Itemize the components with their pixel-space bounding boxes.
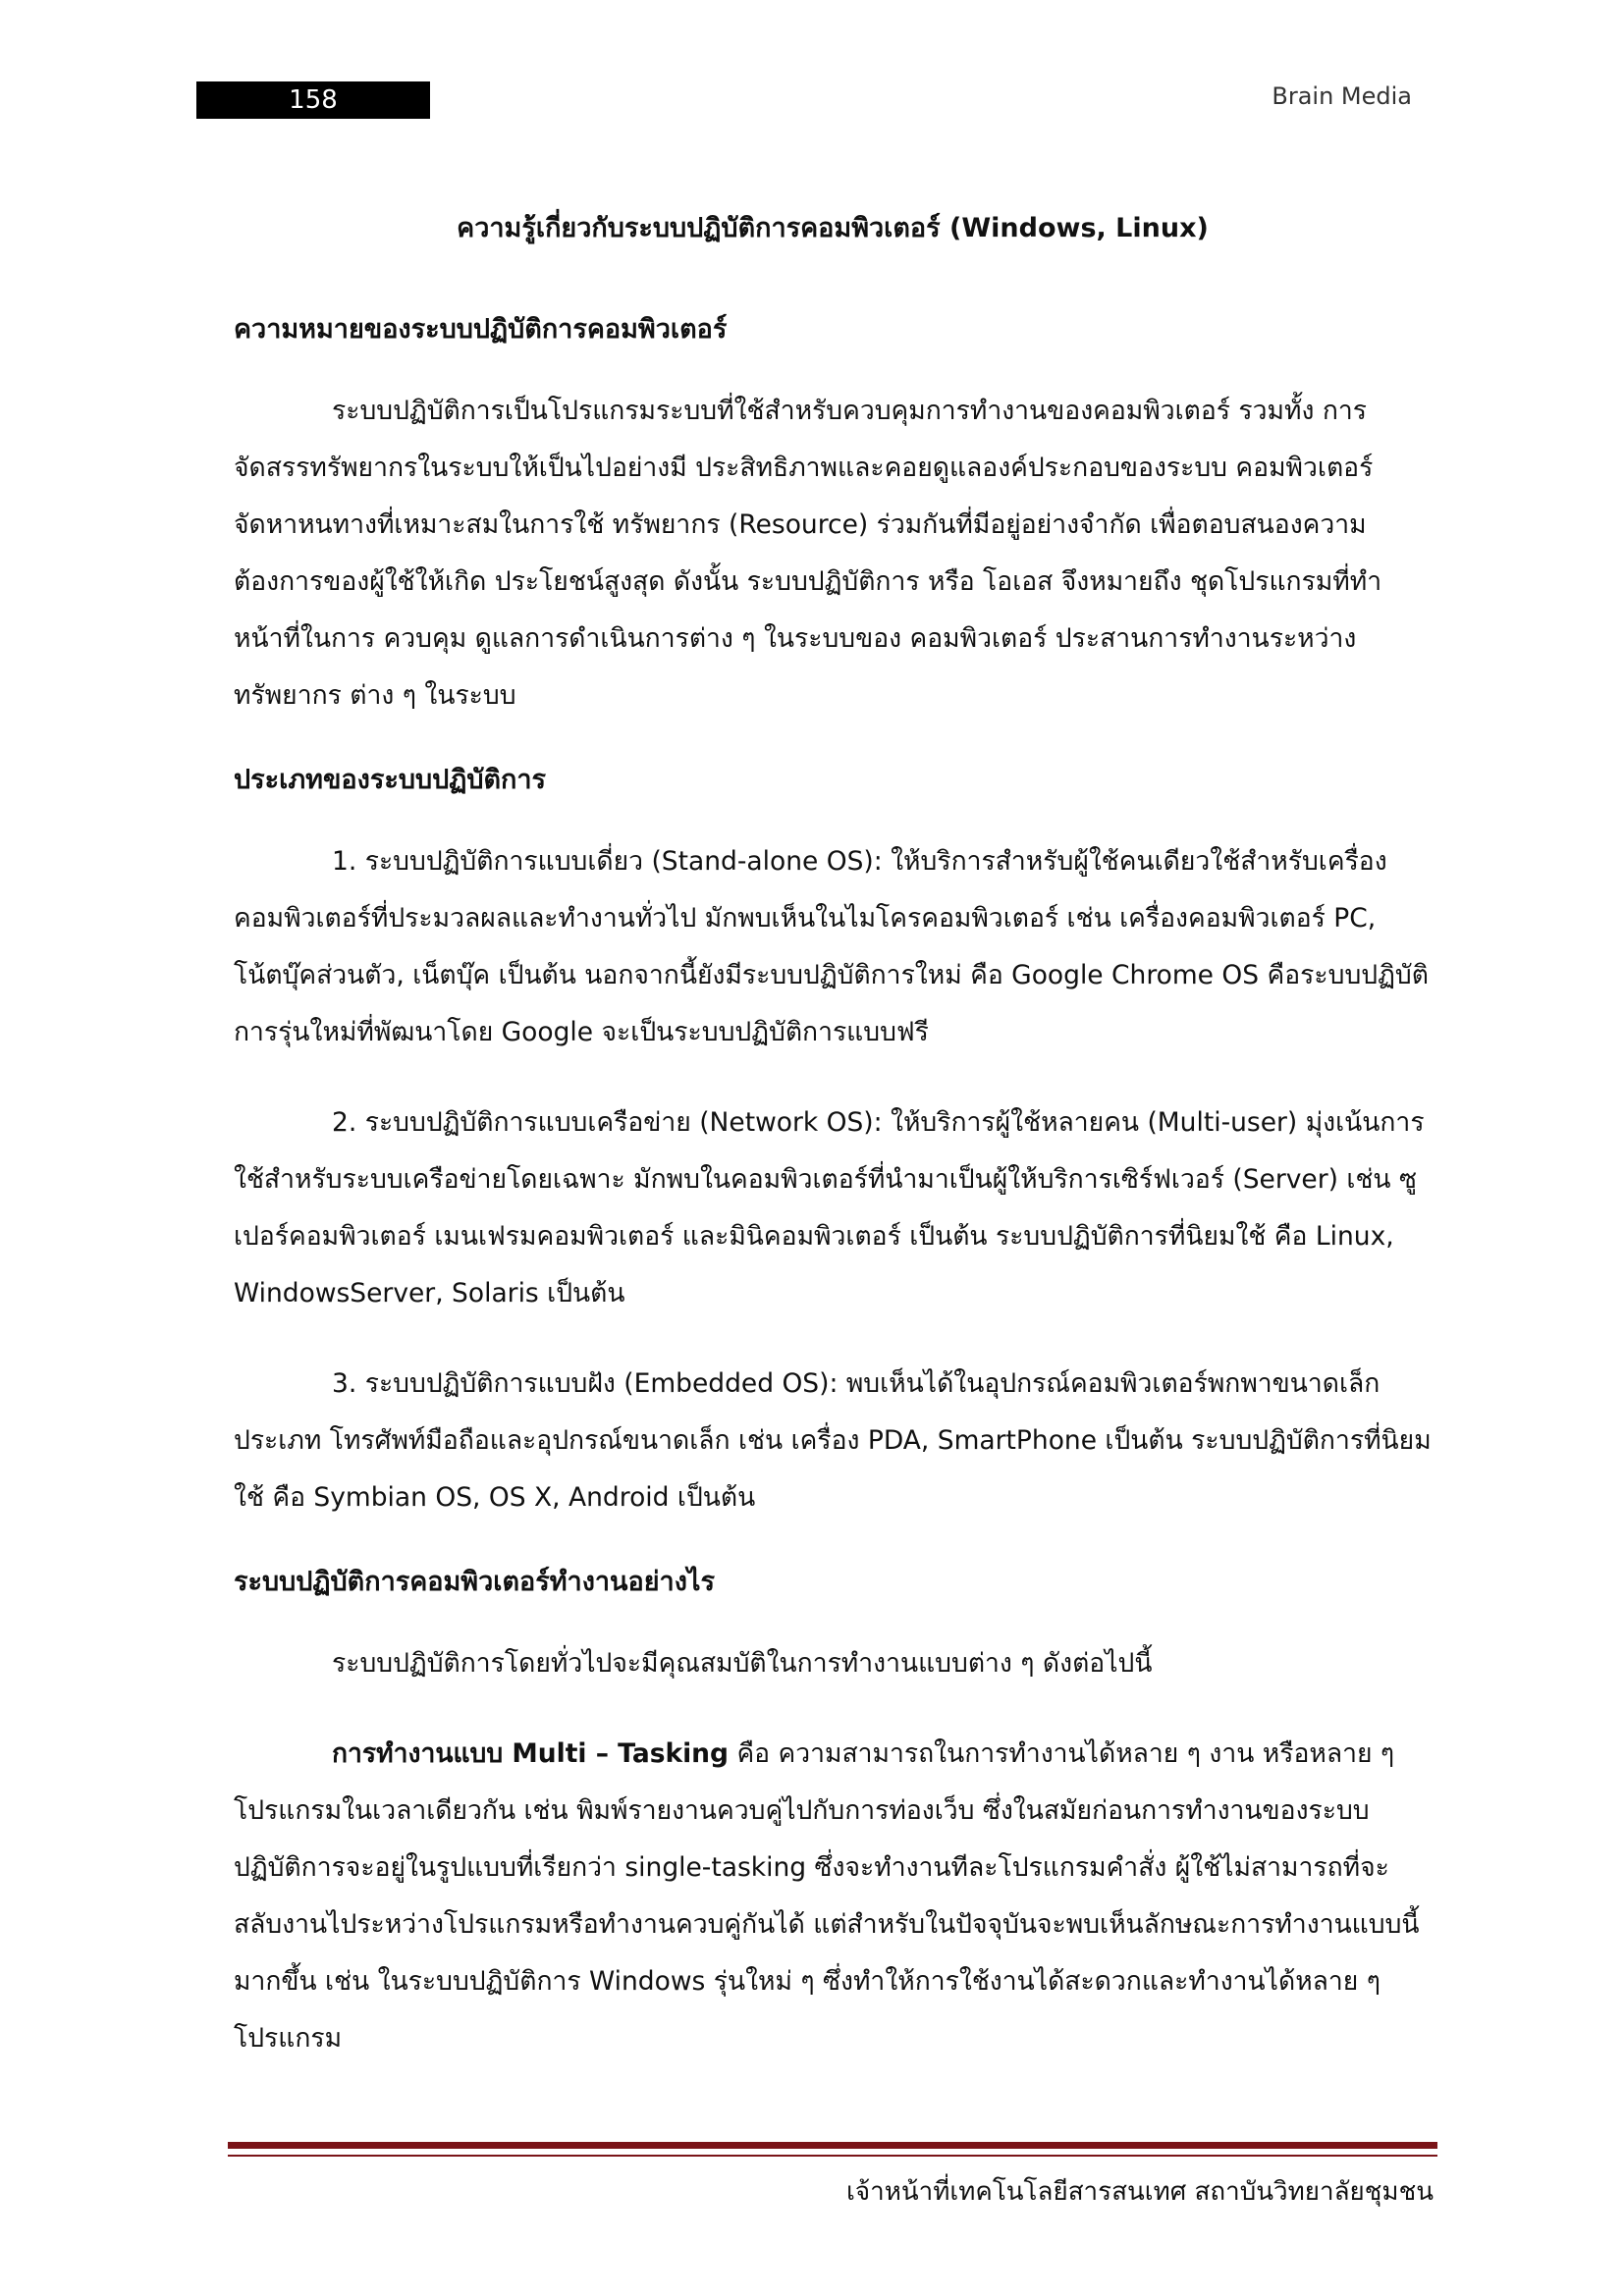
- publisher-name: Brain Media: [1272, 82, 1412, 110]
- footer-organization: เจ้าหน้าที่เทคโนโลยีสารสนเทศ สถาบันวิทยาลัยชุมชน: [846, 2177, 1434, 2207]
- footer-rule-thick: [228, 2142, 1437, 2149]
- paragraph-embedded-os: 3. ระบบปฏิบัติการแบบฝัง (Embedded OS): พบเห็นได้ในอุปกรณ์คอมพิวเตอร์พกพาขนาดเล็กประเภท โทรศัพท์มือถือและอุปกรณ์ขนาดเล็ก เช่น เครื่อง PDA, SmartPhone เป็นต้น ระบบปฏิบัติการที่นิยมใช้ คือ Symbian OS, OS X, Android เป็นต้น: [234, 1368, 1432, 1513]
- section-heading-definition: ความหมายของระบบปฏิบัติการคอมพิวเตอร์: [234, 314, 728, 345]
- multitasking-term: การทำงานแบบ Multi – Tasking: [332, 1738, 730, 1769]
- document-body: [234, 206, 1432, 2101]
- section-heading-how-it-works: ระบบปฏิบัติการคอมพิวเตอร์ทำงานอย่างไร: [234, 1567, 715, 1597]
- section-heading-types: ประเภทของระบบปฏิบัติการ: [234, 765, 547, 795]
- paragraph-network-os: 2. ระบบปฏิบัติการแบบเครือข่าย (Network OS): ให้บริการผู้ใช้หลายคน (Multi-user) มุ่งเน้นการใช้สำหรับระบบเครือข่ายโดยเฉพาะ มักพบในคอมพิวเตอร์ที่นำมาเป็นผู้ให้บริการเซิร์ฟเวอร์ (Server) เช่น ซูเปอร์คอมพิวเตอร์ เมนเฟรมคอมพิวเตอร์ และมินิคอมพิวเตอร์ เป็นต้น ระบบปฏิบัติการที่นิยมใช้ คือ Linux, WindowsServer, Solaris เป็นต้น: [234, 1107, 1425, 1308]
- footer-rule-thin: [228, 2155, 1437, 2157]
- paragraph-features-intro: ระบบปฏิบัติการโดยทั่วไปจะมีคุณสมบัติในการทำงานแบบต่าง ๆ ดังต่อไปนี้: [332, 1648, 1153, 1679]
- paragraph-multitasking: [234, 1726, 1432, 2067]
- paragraph-standalone-os: 1. ระบบปฏิบัติการแบบเดี่ยว (Stand-alone OS): ให้บริการสำหรับผู้ใช้คนเดียวใช้สำหรับเครื่องคอมพิวเตอร์ที่ประมวลผลและทำงานทั่วไป มักพบเห็นในไมโครคอมพิวเตอร์ เช่น เครื่องคอมพิวเตอร์ PC, โน้ตบุ๊คส่วนตัว, เน็ตบุ๊ค เป็นต้น นอกจากนี้ยังมีระบบปฏิบัติการใหม่ คือ Google Chrome OS คือระบบปฏิบัติการรุ่นใหม่ที่พัฒนาโดย Google จะเป็นระบบปฏิบัติการแบบฟรี: [234, 846, 1429, 1047]
- multitasking-text: คือ ความสามารถในการทำงานได้หลาย ๆ งาน หรือหลาย ๆ โปรแกรมในเวลาเดียวกัน เช่น พิมพ์รายงานควบคู่ไปกับการท่องเว็บ ซึ่งในสมัยก่อนการทำงานของระบบปฏิบัติการจะอยู่ในรูปแบบที่เรียกว่า single-tasking ซึ่งจะทำงานทีละโปรแกรมคำสั่ง ผู้ใช้ไม่สามารถที่จะสลับงานไประหว่างโปรแกรมหรือทำงานควบคู่กันได้ แต่สำหรับในปัจจุบันจะพบเห็นลักษณะการทำงานแบบนี้มากขึ้น เช่น ในระบบปฏิบัติการ Windows รุ่นใหม่ ๆ ซึ่งทำให้การใช้งานได้สะดวกและทำงานได้หลาย ๆ โปรแกรม: [234, 1738, 1420, 2054]
- paragraph-definition: ระบบปฏิบัติการเป็นโปรแกรมระบบที่ใช้สำหรับควบคุมการทำงานของคอมพิวเตอร์ รวมทั้ง การจัดสรรทรัพยากรในระบบให้เป็นไปอย่างมี ประสิทธิภาพและคอยดูแลองค์ประกอบของระบบ คอมพิวเตอร์ จัดหาหนทางที่เหมาะสมในการใช้ ทรัพยากร (Resource) ร่วมกันที่มีอยู่อย่างจำกัด เพื่อตอบสนองความต้องการของผู้ใช้ให้เกิด ประโยชน์สูงสุด ดังนั้น ระบบปฏิบัติการ หรือ โอเอส จึงหมายถึง ชุดโปรแกรมที่ทำหน้าที่ในการ ควบคุม ดูแลการดำเนินการต่าง ๆ ในระบบของ คอมพิวเตอร์ ประสานการทำงานระหว่างทรัพยากร ต่าง ๆ ในระบบ: [234, 396, 1382, 711]
- page-number: 158: [196, 81, 430, 119]
- document-title: ความรู้เกี่ยวกับระบบปฏิบัติการคอมพิวเตอร์ (Windows, Linux): [457, 213, 1209, 243]
